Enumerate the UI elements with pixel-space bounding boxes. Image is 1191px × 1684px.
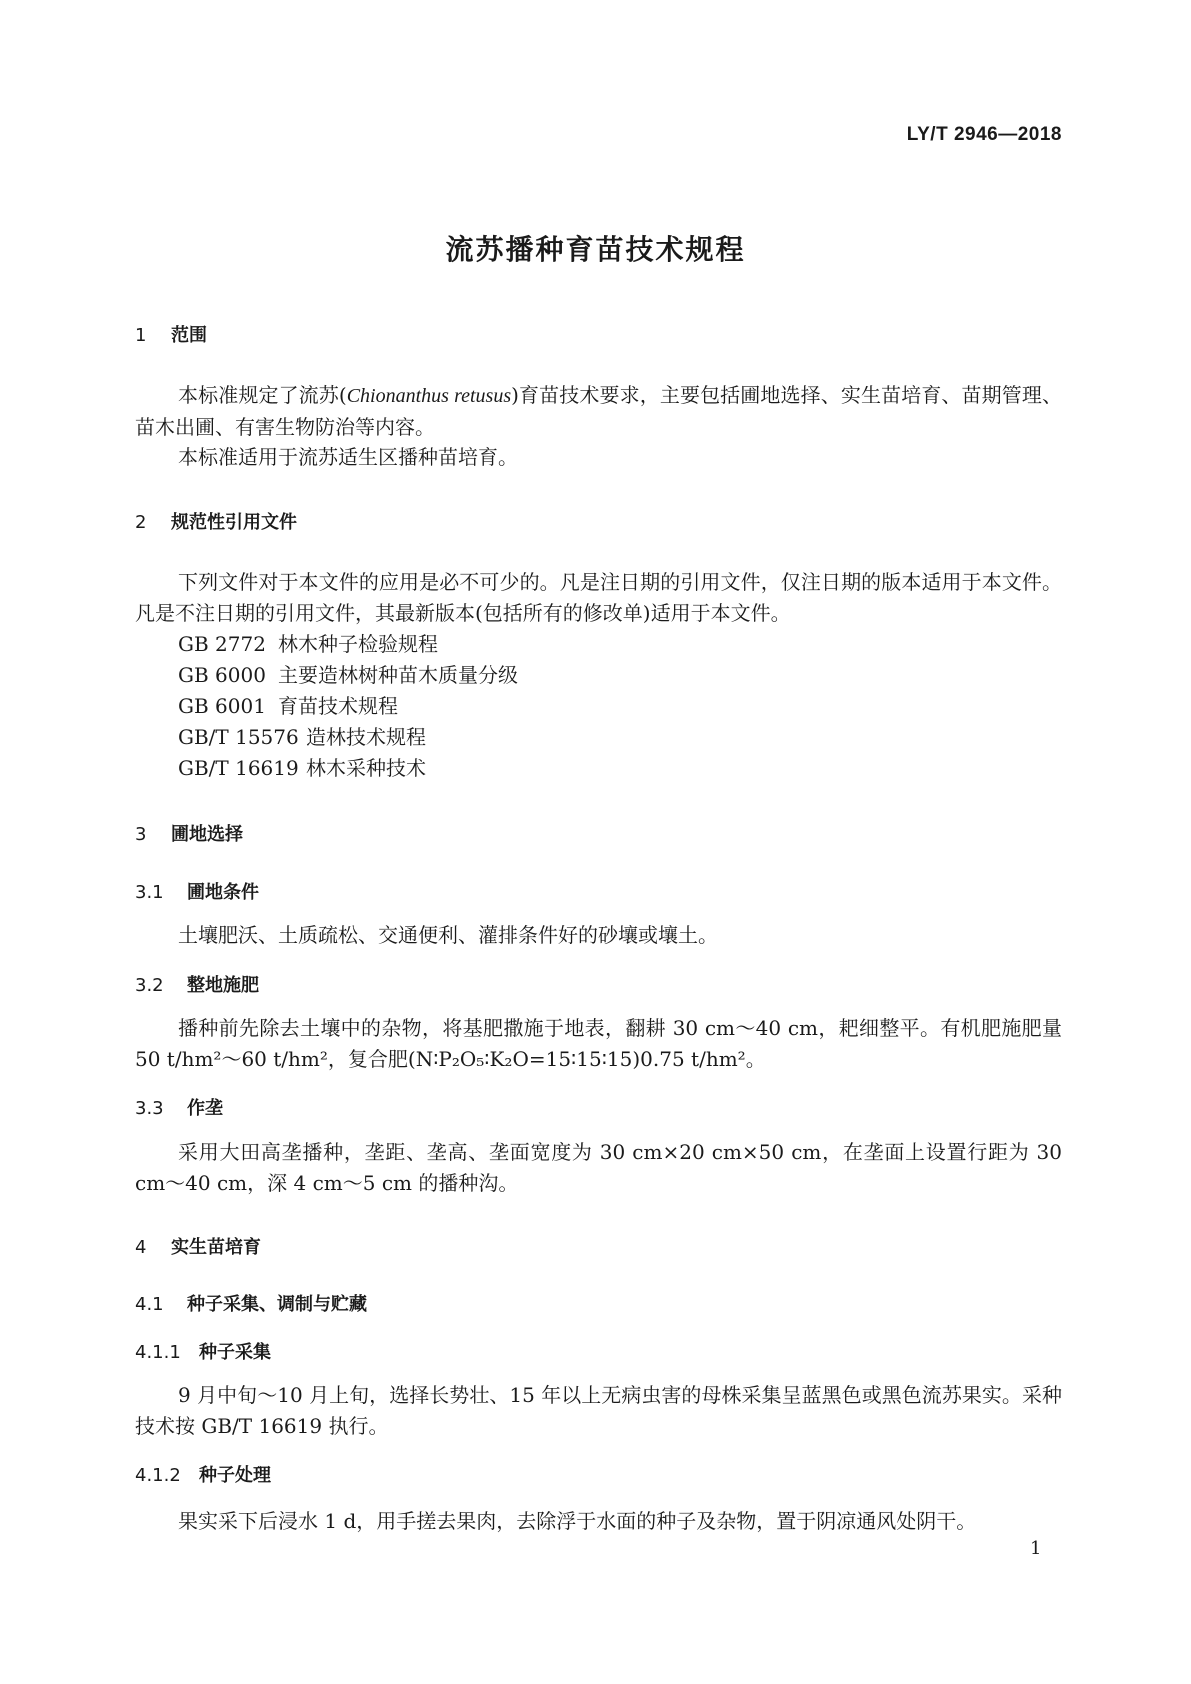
text: 本标准规定了流苏( xyxy=(178,383,347,407)
page-number: 1 xyxy=(1030,1538,1042,1559)
section-heading-3-1 xyxy=(135,878,259,904)
ref-name: 林木种子检验规程 xyxy=(278,632,438,656)
standard-number: LY/T 2946—2018 xyxy=(906,124,1062,145)
ref-code: GB 2772 xyxy=(178,632,266,656)
section-title: 整地施肥 xyxy=(187,975,259,996)
section-number: 3.2 xyxy=(135,975,164,996)
ref-code: GB/T 16619 xyxy=(178,756,299,780)
section-number: 3.3 xyxy=(135,1098,164,1119)
section-heading-4-1-2 xyxy=(135,1461,271,1487)
reference-item xyxy=(178,691,398,722)
section-title: 范围 xyxy=(171,325,207,346)
section-heading-4-1-1 xyxy=(135,1338,271,1364)
ref-name: 育苗技术规程 xyxy=(278,694,398,718)
section-heading-2 xyxy=(135,508,297,534)
section-title: 种子处理 xyxy=(199,1465,271,1486)
paragraph xyxy=(135,380,1062,443)
text: )育苗技术要求，主要包括圃地选择、实生苗培育、苗期管理、苗木出圃、有害生物防治等内容。 xyxy=(135,383,1062,439)
section-number: 3 xyxy=(135,824,147,845)
section-heading-1 xyxy=(135,321,207,347)
section-number: 4 xyxy=(135,1237,147,1258)
reference-item xyxy=(178,629,438,660)
paragraph: 本标准适用于流苏适生区播种苗培育。 xyxy=(178,445,518,469)
section-number: 4.1 xyxy=(135,1294,164,1315)
section-heading-3-2 xyxy=(135,971,259,997)
section-title: 种子采集 xyxy=(199,1342,271,1363)
paragraph: 果实采下后浸水 1 d，用手搓去果肉，去除浮于水面的种子及杂物，置于阴凉通风处阴干。 xyxy=(178,1509,977,1533)
section-heading-3-3 xyxy=(135,1094,223,1120)
ref-code: GB 6000 xyxy=(178,663,266,687)
section-number: 4.1.2 xyxy=(135,1465,181,1486)
section-heading-3 xyxy=(135,820,243,846)
section-heading-4 xyxy=(135,1233,261,1259)
section-title: 实生苗培育 xyxy=(171,1237,261,1258)
section-title: 规范性引用文件 xyxy=(171,512,297,533)
latin-name: Chionanthus retusus xyxy=(346,385,512,407)
reference-item xyxy=(178,660,518,691)
paragraph: 采用大田高垄播种，垄距、垄高、垄面宽度为 30 cm×20 cm×50 cm，在垄面上设置行距为 30 cm～40 cm，深 4 cm～5 cm 的播种沟。 xyxy=(135,1140,1062,1195)
paragraph: 土壤肥沃、土质疏松、交通便利、灌排条件好的砂壤或壤土。 xyxy=(178,923,718,947)
paragraph: 下列文件对于本文件的应用是必不可少的。凡是注日期的引用文件，仅注日期的版本适用于本文件。凡是不注日期的引用文件，其最新版本(包括所有的修改单)适用于本文件。 xyxy=(135,570,1062,625)
section-title: 圃地条件 xyxy=(187,882,259,903)
ref-name: 造林技术规程 xyxy=(306,725,426,749)
ref-code: GB 6001 xyxy=(178,694,266,718)
ref-name: 主要造林树种苗木质量分级 xyxy=(278,663,518,687)
reference-item xyxy=(178,722,426,753)
section-heading-4-1 xyxy=(135,1290,367,1316)
section-title: 作垄 xyxy=(187,1098,223,1119)
paragraph: 9 月中旬～10 月上旬，选择长势壮、15 年以上无病虫害的母株采集呈蓝黑色或黑色流苏果实。采种技术按 GB/T 16619 执行。 xyxy=(135,1383,1062,1438)
ref-name: 林木采种技术 xyxy=(306,756,426,780)
section-number: 4.1.1 xyxy=(135,1342,181,1363)
section-number: 1 xyxy=(135,325,147,346)
section-title: 圃地选择 xyxy=(171,824,243,845)
reference-item xyxy=(178,753,426,784)
ref-code: GB/T 15576 xyxy=(178,725,299,749)
section-number: 3.1 xyxy=(135,882,164,903)
document-title: 流苏播种育苗技术规程 xyxy=(445,233,746,266)
section-number: 2 xyxy=(135,512,147,533)
paragraph: 播种前先除去土壤中的杂物，将基肥撒施于地表，翻耕 30 cm～40 cm，耙细整平。有机肥施肥量 50 t/hm²～60 t/hm²，复合肥(N∶P₂O₅∶K₂O=15∶15∶15)0.75 t/hm²。 xyxy=(135,1016,1062,1071)
section-title: 种子采集、调制与贮藏 xyxy=(187,1294,367,1315)
